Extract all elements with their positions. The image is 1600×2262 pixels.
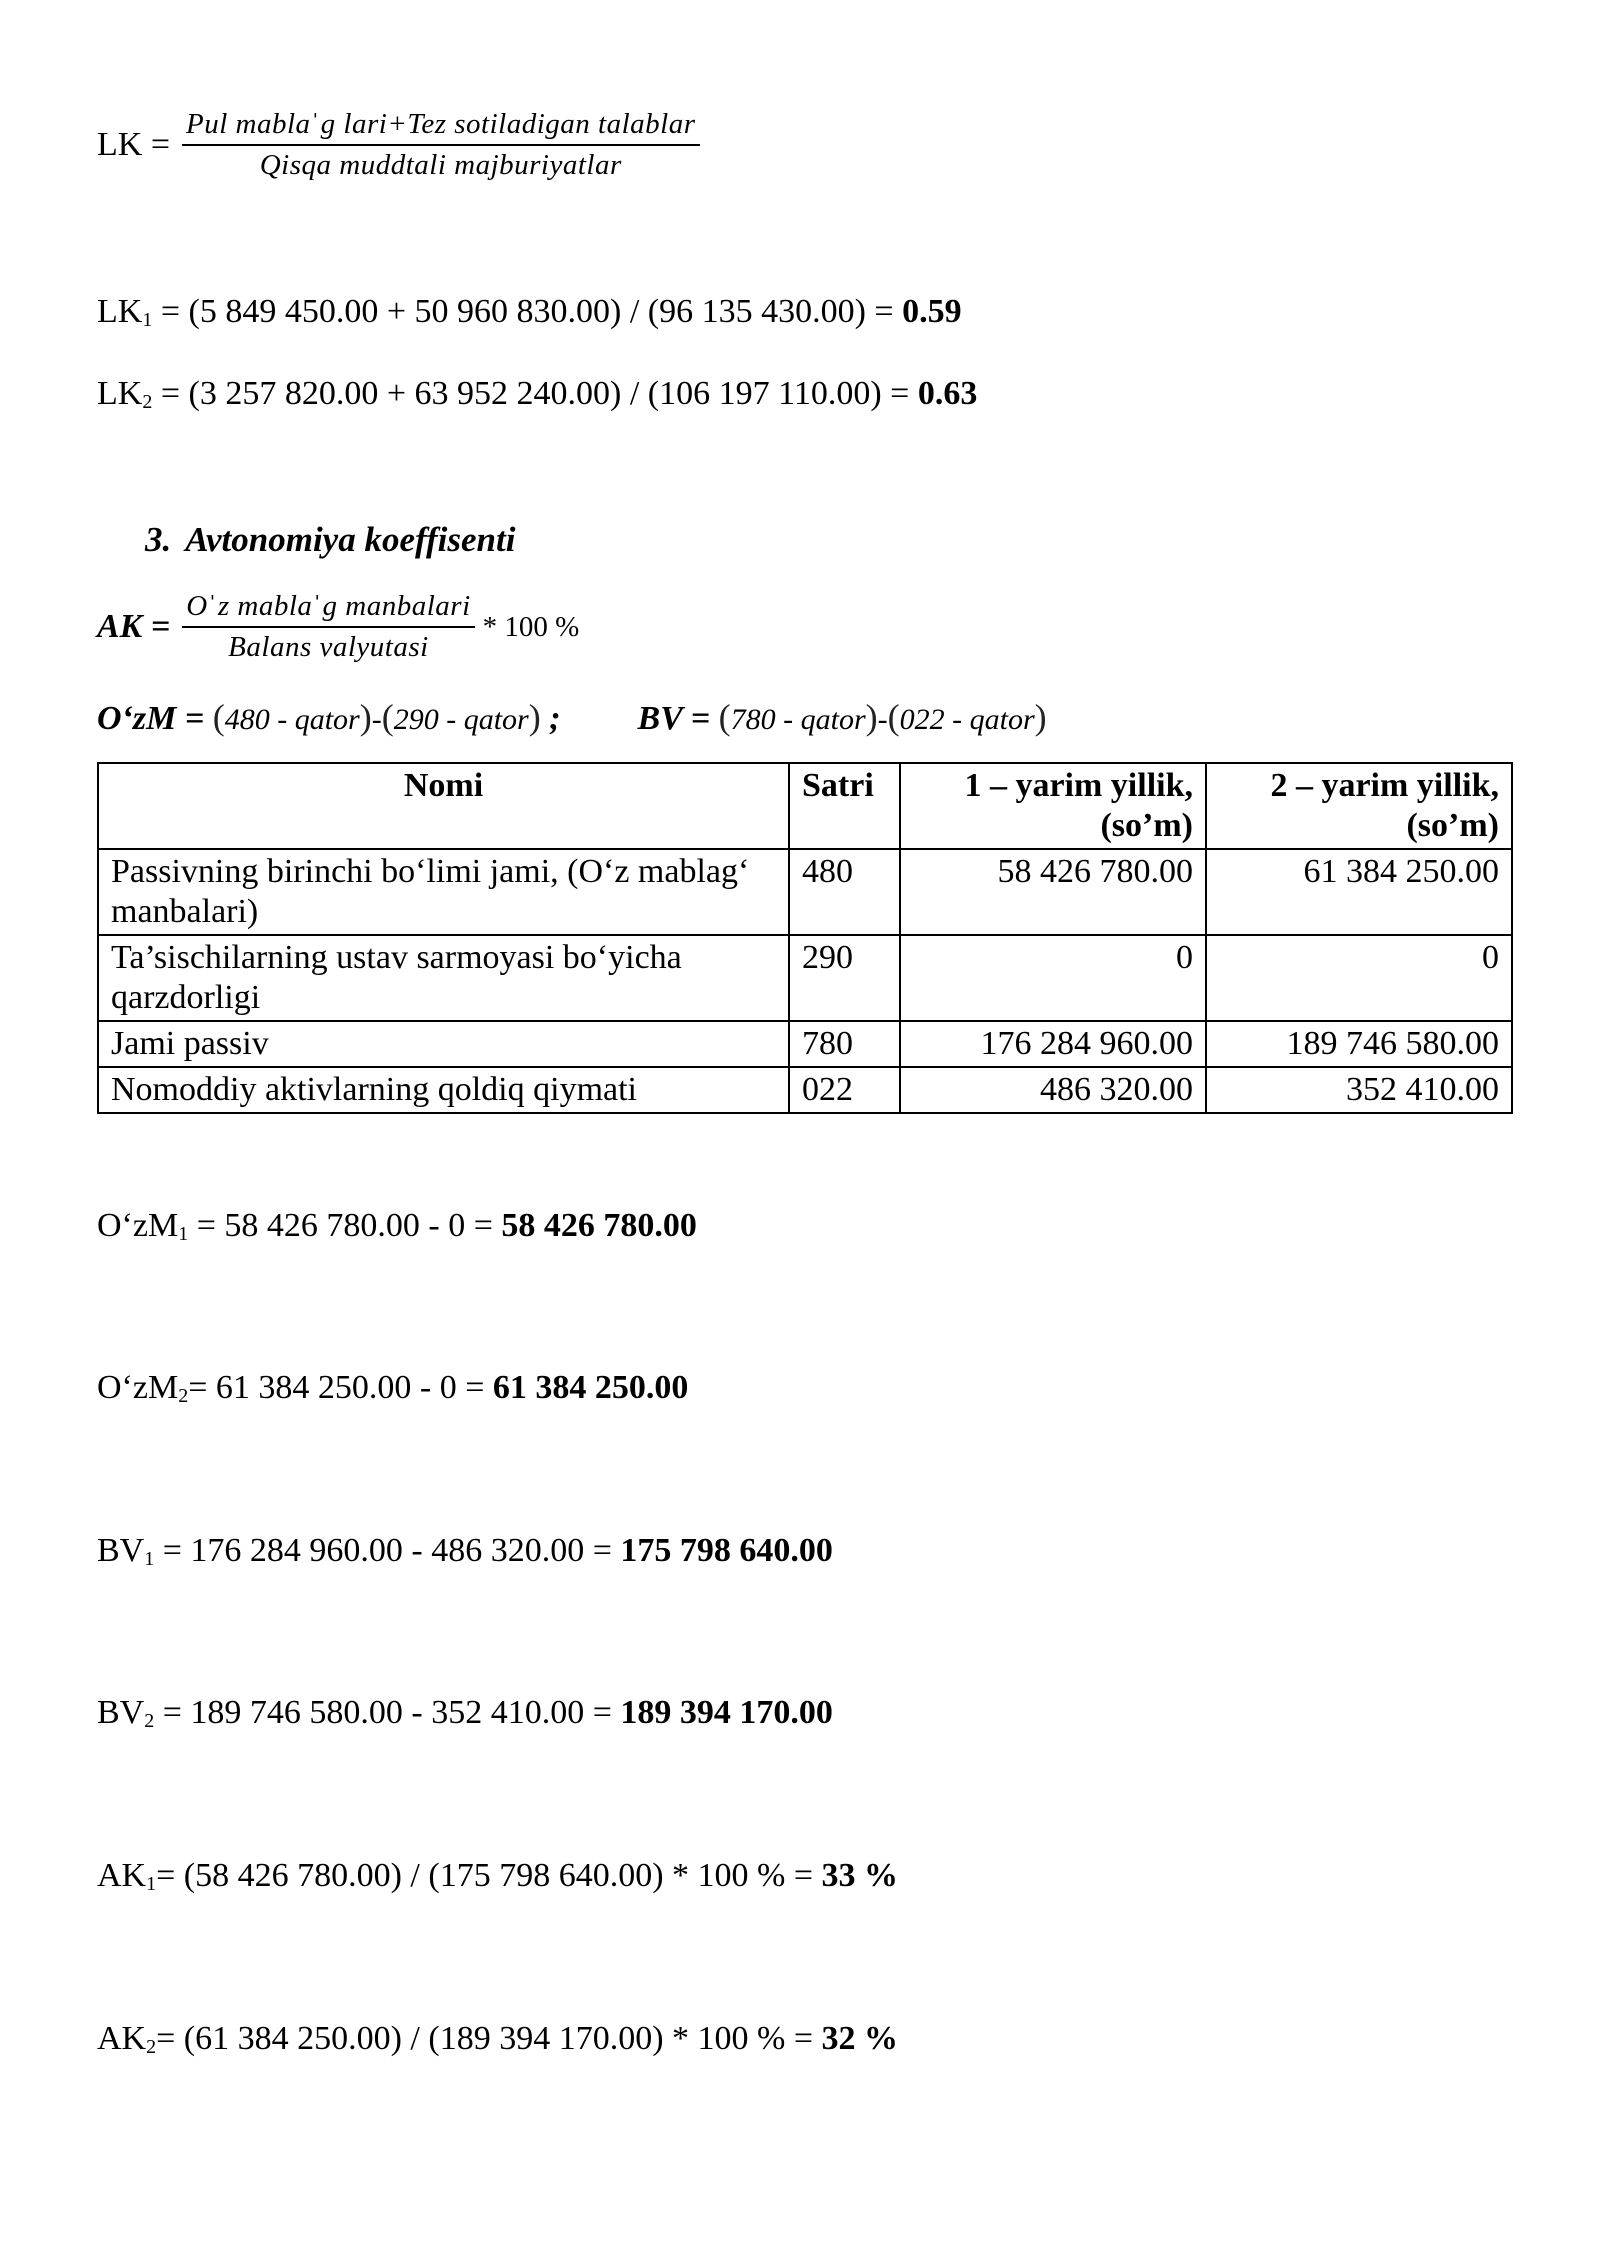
calc-expr: = 61 384 250.00 - 0 = bbox=[188, 1369, 493, 1406]
cell-period-1: 486 320.00 bbox=[900, 1067, 1206, 1113]
bv2-calculation bbox=[97, 1693, 833, 1733]
ak-fraction bbox=[182, 590, 474, 664]
calc-expr: = (61 384 250.00) / (189 394 170.00) * 100 % = bbox=[156, 2020, 822, 2057]
calc-lhs: O‘zM bbox=[97, 1207, 179, 1244]
calc-result: 58 426 780.00 bbox=[501, 1207, 697, 1244]
cell-period-2: 352 410.00 bbox=[1206, 1067, 1512, 1113]
calc-sub: 2 bbox=[178, 1385, 189, 1407]
ak-formula-label: AK = bbox=[97, 608, 171, 645]
lk-formula bbox=[97, 108, 700, 182]
calc-result: 189 394 170.00 bbox=[620, 1694, 833, 1731]
calc-result: 32 % bbox=[821, 2020, 899, 2057]
header-period-2: 2 – yarim yillik, (so’m) bbox=[1206, 763, 1512, 849]
table-row bbox=[98, 935, 1512, 1021]
cell-period-2: 189 746 580.00 bbox=[1206, 1021, 1512, 1067]
calc-sub: 2 bbox=[144, 1710, 155, 1732]
lk1-lhs: LK bbox=[97, 293, 143, 330]
lk2-result: 0.63 bbox=[917, 375, 978, 412]
lk2-calculation bbox=[97, 374, 977, 414]
ak1-calculation bbox=[97, 1856, 898, 1896]
calc-expr: = (58 426 780.00) / (175 798 640.00) * 100 % = bbox=[156, 1857, 822, 1894]
calc-sub: 2 bbox=[146, 2036, 157, 2058]
calc-lhs: O‘zM bbox=[97, 1369, 179, 1406]
header-nomi: Nomi bbox=[98, 763, 789, 849]
lk-fraction bbox=[182, 108, 700, 182]
calc-result: 33 % bbox=[821, 1857, 899, 1894]
section-number: 3. bbox=[145, 520, 172, 559]
bv-term-b: 022 - qator bbox=[899, 703, 1035, 736]
calc-lhs: BV bbox=[97, 1532, 145, 1569]
lk2-expr: = (3 257 820.00 + 63 952 240.00) / (106 197 110.00) = bbox=[152, 375, 918, 412]
ak-formula bbox=[97, 590, 579, 664]
cell-period-2: 0 bbox=[1206, 935, 1512, 1021]
cell-line: 480 bbox=[789, 849, 900, 935]
calc-sub: 1 bbox=[144, 1548, 155, 1570]
calc-lhs: AK bbox=[97, 1857, 147, 1894]
calc-lhs: AK bbox=[97, 2020, 147, 2057]
calc-sub: 1 bbox=[178, 1223, 189, 1245]
ozm1-calculation bbox=[97, 1206, 697, 1246]
bv1-calculation bbox=[97, 1531, 833, 1571]
cell-period-1: 58 426 780.00 bbox=[900, 849, 1206, 935]
bv-term-a: 780 - qator bbox=[730, 703, 866, 736]
lk-formula-label: LK = bbox=[97, 126, 170, 163]
calc-expr: = 58 426 780.00 - 0 = bbox=[188, 1207, 502, 1244]
ak2-calculation bbox=[97, 2019, 898, 2059]
cell-line: 022 bbox=[789, 1067, 900, 1113]
calc-lhs: BV bbox=[97, 1694, 145, 1731]
header-period-1: 1 – yarim yillik, (so’m) bbox=[900, 763, 1206, 849]
cell-period-1: 0 bbox=[900, 935, 1206, 1021]
cell-name: Passivning birinchi bo‘limi jami, (O‘z mablag‘ manbalari) bbox=[98, 849, 789, 935]
ozm2-calculation bbox=[97, 1368, 688, 1408]
ozm-label: O‘zM = bbox=[97, 700, 205, 737]
ak-multiplier: * 100 % bbox=[482, 610, 580, 643]
lk1-calculation bbox=[97, 292, 962, 332]
lk2-lhs: LK bbox=[97, 375, 143, 412]
table-row bbox=[98, 849, 1512, 935]
cell-name: Jami passiv bbox=[98, 1021, 789, 1067]
table-header-row bbox=[98, 763, 1512, 849]
cell-line: 780 bbox=[789, 1021, 900, 1067]
cell-name: Ta’sischilarning ustav sarmoyasi bo‘yicha qarzdorligi bbox=[98, 935, 789, 1021]
cell-period-1: 176 284 960.00 bbox=[900, 1021, 1206, 1067]
section-heading bbox=[145, 520, 515, 560]
calc-result: 61 384 250.00 bbox=[492, 1369, 689, 1406]
section-title: Avtonomiya koeffisenti bbox=[185, 520, 516, 559]
calc-sub: 1 bbox=[146, 1873, 157, 1895]
cell-name: Nomoddiy aktivlarning qoldiq qiymati bbox=[98, 1067, 789, 1113]
ak-numerator: Oˈz mablaˈg manbalari bbox=[182, 590, 474, 628]
definitions-row: O‘zM = (480 - qator)-(290 - qator) ; BV = (780 - qator)-(022 - qator) bbox=[97, 697, 1047, 737]
header-satri: Satri bbox=[789, 763, 900, 849]
lk-denominator: Qisqa muddtali majburiyatlar bbox=[259, 149, 622, 181]
ozm-end: ; bbox=[549, 700, 561, 737]
ak-denominator: Balans valyutasi bbox=[228, 631, 429, 663]
lk2-sub: 2 bbox=[142, 391, 153, 413]
ozm-term-a: 480 - qator bbox=[224, 703, 360, 736]
calc-result: 175 798 640.00 bbox=[620, 1532, 833, 1569]
lk1-result: 0.59 bbox=[902, 293, 962, 330]
table-row bbox=[98, 1021, 1512, 1067]
cell-line: 290 bbox=[789, 935, 900, 1021]
calc-expr: = 176 284 960.00 - 486 320.00 = bbox=[154, 1532, 621, 1569]
ozm-term-b: 290 - qator bbox=[393, 703, 529, 736]
cell-period-2: 61 384 250.00 bbox=[1206, 849, 1512, 935]
lk-numerator: Pul mablaˈg lari+Tez sotiladigan talablar bbox=[182, 108, 700, 146]
table-row bbox=[98, 1067, 1512, 1113]
bv-label: BV = bbox=[637, 700, 711, 737]
balance-table bbox=[97, 762, 1513, 1114]
lk1-sub: 1 bbox=[142, 309, 153, 331]
lk1-expr: = (5 849 450.00 + 50 960 830.00) / (96 135 430.00) = bbox=[152, 293, 903, 330]
calc-expr: = 189 746 580.00 - 352 410.00 = bbox=[154, 1694, 621, 1731]
